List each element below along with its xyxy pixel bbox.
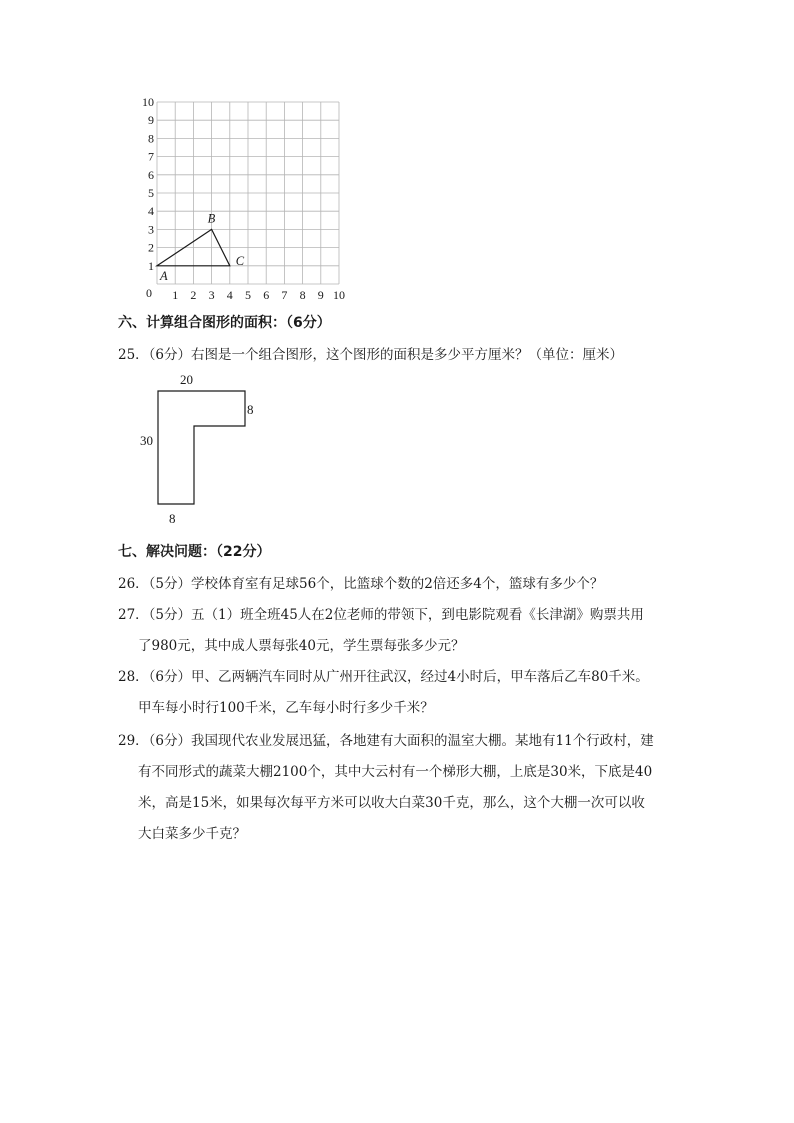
question-26-line: 26．（5分）学校体育室有足球56个，比篮球个数的2倍还多4个，篮球有多少个？ [118,576,604,592]
l-shape-left-label: 30 [140,433,153,448]
y-tick-label: 10 [142,96,154,109]
question-28-line-2: 甲车每小时行100千米，乙车每小时行多少千米？ [138,700,434,716]
x-tick-label: 1 [172,288,179,302]
l-shape-top-label: 20 [180,372,193,387]
question-29-line-1: 29．（6分）我国现代农业发展迅猛，各地建有大面积的温室大棚。某地有11个行政村，建 [118,733,654,749]
x-tick-label: 9 [317,288,324,302]
y-tick-label: 1 [148,258,154,273]
y-tick-label: 2 [148,240,154,255]
x-tick-label: 7 [281,288,288,302]
vertex-label-a: A [160,268,168,283]
question-28-line-1: 28．（6分）甲、乙两辆汽车同时从广州开往武汉，经过4小时后，甲车落后乙车80千米。 [118,669,649,685]
x-tick-label: 8 [299,288,306,302]
grid-tick-labels [142,96,345,302]
coordinate-grid [138,96,358,306]
y-tick-label: 7 [148,149,154,164]
section-7-heading: 七、解决问题：（22分） [118,544,271,560]
y-tick-label: 9 [148,113,154,128]
vertex-label-c: C [235,253,245,268]
question-25-text: 25．（6分）右图是一个组合图形，这个图形的面积是多少平方厘米？（单位：厘米） [118,347,624,363]
y-tick-label: 3 [148,222,154,237]
question-29-line-3: 米，高是15米，如果每次每平方米可以收大白菜30千克，那么，这个大棚一次可以收 [138,795,645,811]
vertex-label-b: B [207,211,216,226]
y-tick-label: 4 [148,204,154,219]
question-27-line-1: 27．（5分）五（1）班全班45人在2位老师的带领下，到电影院观看《长津湖》购票共用 [118,607,644,623]
l-shape-bottom-label: 8 [169,511,176,526]
question-29-line-2: 有不同形式的蔬菜大棚2100个，其中大云村有一个梯形大棚，上底是30米，下底是40 [138,764,653,780]
x-tick-label: 2 [190,288,197,302]
x-tick-label: 5 [245,288,251,302]
question-27-line-2: 了980元，其中成人票每张40元，学生票每张多少元？ [138,638,465,654]
grid-lines [157,102,339,284]
l-shape-right-label: 8 [247,402,254,417]
x-tick-label: 4 [226,288,233,302]
triangle-vertex-labels [159,211,245,282]
y-tick-label: 5 [148,186,154,200]
l-shape-figure [135,368,275,528]
origin-label: 0 [146,286,152,300]
l-shape-outline [158,391,245,504]
x-tick-label: 6 [263,288,270,302]
y-tick-label: 8 [148,131,154,146]
y-tick-label: 6 [148,167,154,182]
section-6-heading: 六、计算组合图形的面积：（6分） [118,315,331,331]
question-29-line-4: 大白菜多少千克？ [138,826,246,842]
x-tick-label: 3 [208,288,215,302]
x-tick-label: 10 [333,288,345,302]
